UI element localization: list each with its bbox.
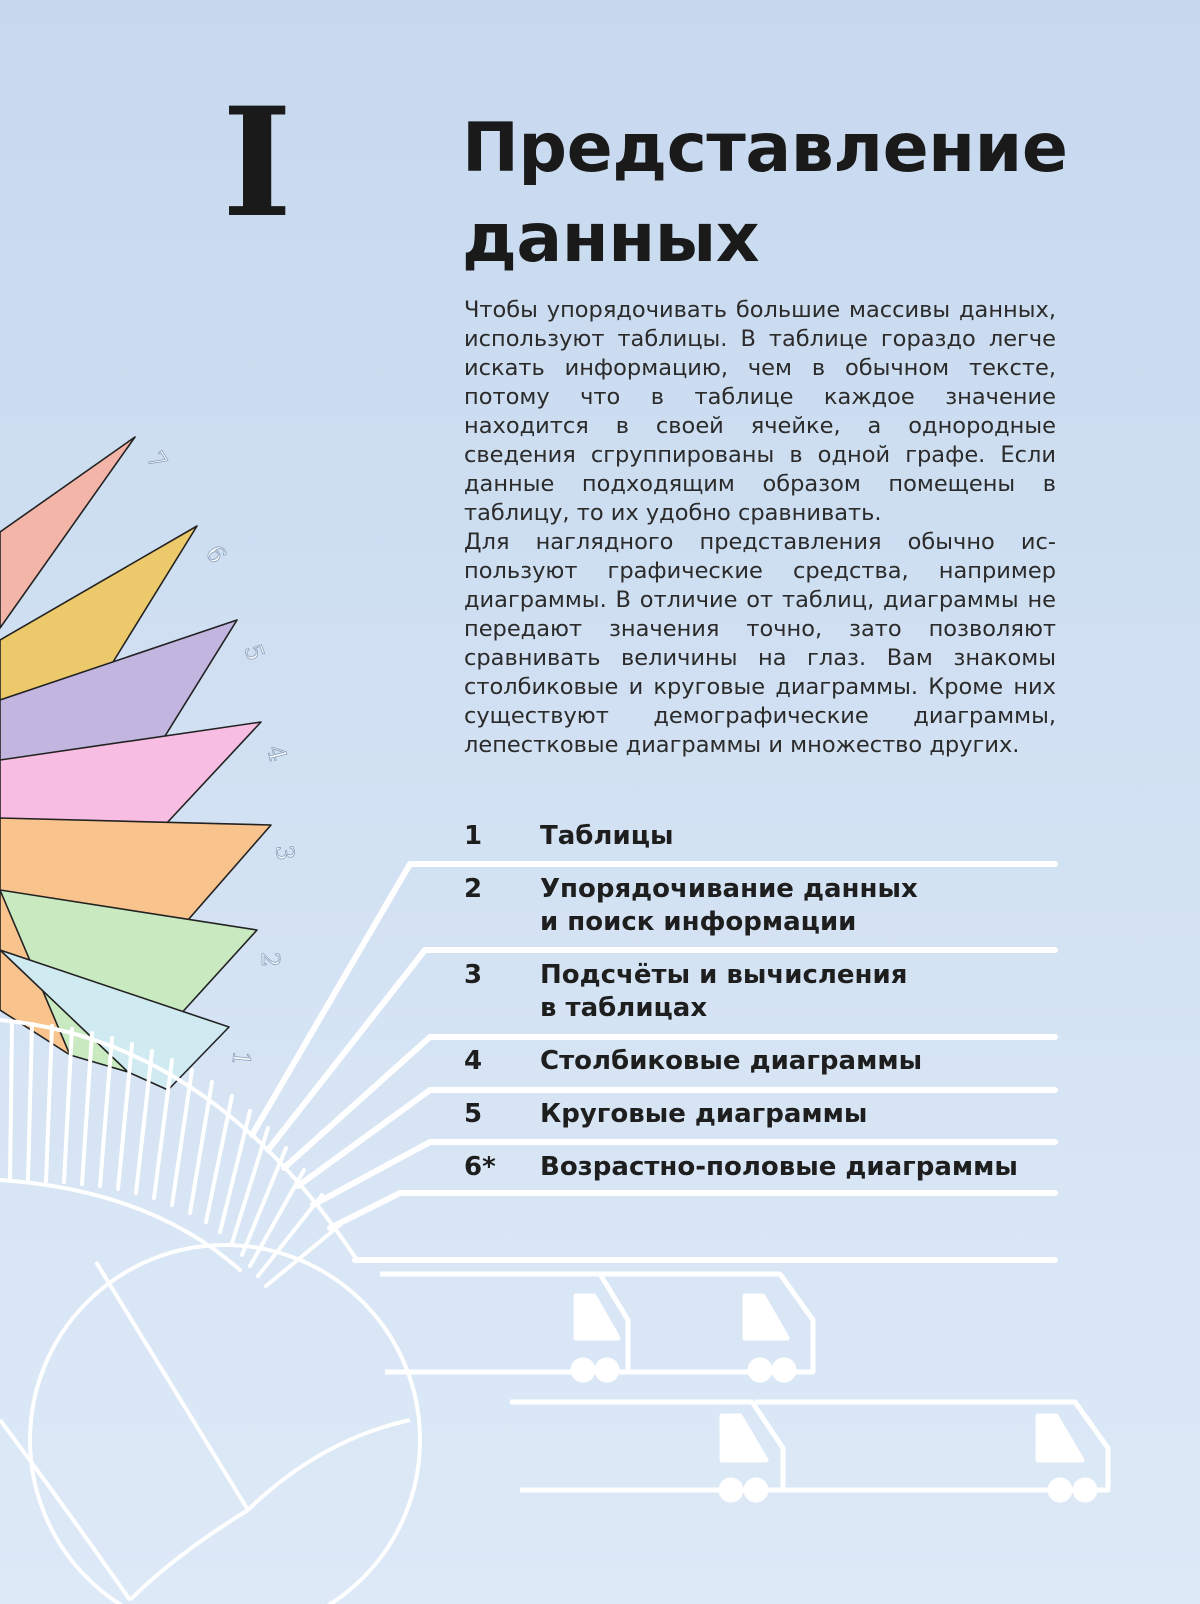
fan-label-5: 5 [238, 640, 270, 665]
chapter-title-line-1: Представление [462, 109, 1068, 188]
toc-item-title: Круговые диаграммы [540, 1099, 868, 1129]
fan-label-1: 1 [226, 1049, 256, 1068]
intro-text [464, 296, 1056, 760]
fan-label-7: 7 [140, 446, 173, 475]
toc-item-number: 6* [464, 1152, 496, 1182]
toc-item-title: Возрастно-половые диаграммы [540, 1152, 1018, 1182]
intro-paragraph-2: Для наглядного представления обычно используют графические средства, например диаграммы. В отличие от таблиц, диаграммы не передают значения точно, зато позволяют сравнивать величины на глаз. Вам знакомы столбиковые и круговые диаграммы. Кроме них существуют демографические диаграммы, лепестковые диаграммы и множество других. [464, 529, 1056, 758]
toc-item-title-line-2: в таблицах [540, 993, 708, 1023]
toc-item-number: 1 [464, 821, 483, 851]
fan-label-3: 3 [270, 843, 300, 862]
fan-blades [0, 437, 271, 1090]
intro-paragraph-1: Чтобы упорядочивать большие массивы данных, используют таблицы. В таблице гораздо легче искать информацию, чем в обычном тексте, потому что в таблице каждое значение находится в своей ячейке, а однородные сведения сгруппированы в одной графе. Если данные подходящим образом помещены в таблицу, то их удобно сравнивать. [464, 297, 1056, 526]
toc-item-title-line-2: и поиск информации [540, 907, 857, 937]
toc-item-number: 4 [464, 1046, 483, 1076]
toc-item-title [540, 873, 1060, 939]
fan-label-2: 2 [256, 952, 284, 968]
toc-item-title-line-1: Подсчёты и вычисления [540, 960, 908, 990]
toc-item-number: 3 [464, 960, 483, 990]
train-lower [510, 1402, 1108, 1500]
toc-item-title: Столбиковые диаграммы [540, 1046, 923, 1076]
chapter-numeral: I [222, 75, 293, 251]
train-upper [380, 1274, 813, 1380]
pie-circle [0, 1245, 420, 1604]
chapter-title [462, 104, 1102, 284]
toc-item-title [540, 959, 1060, 1025]
chapter-title-line-2: данных [462, 199, 760, 278]
toc-item-title-line-1: Упорядочивание данных [540, 874, 918, 904]
fan-label-4: 4 [261, 742, 293, 765]
connector-6 [330, 1193, 1055, 1228]
toc-item-title: Таблицы [540, 821, 674, 851]
toc-item-number: 2 [464, 874, 483, 904]
fan-label-6: 6 [199, 540, 232, 569]
toc-item-number: 5 [464, 1099, 483, 1129]
